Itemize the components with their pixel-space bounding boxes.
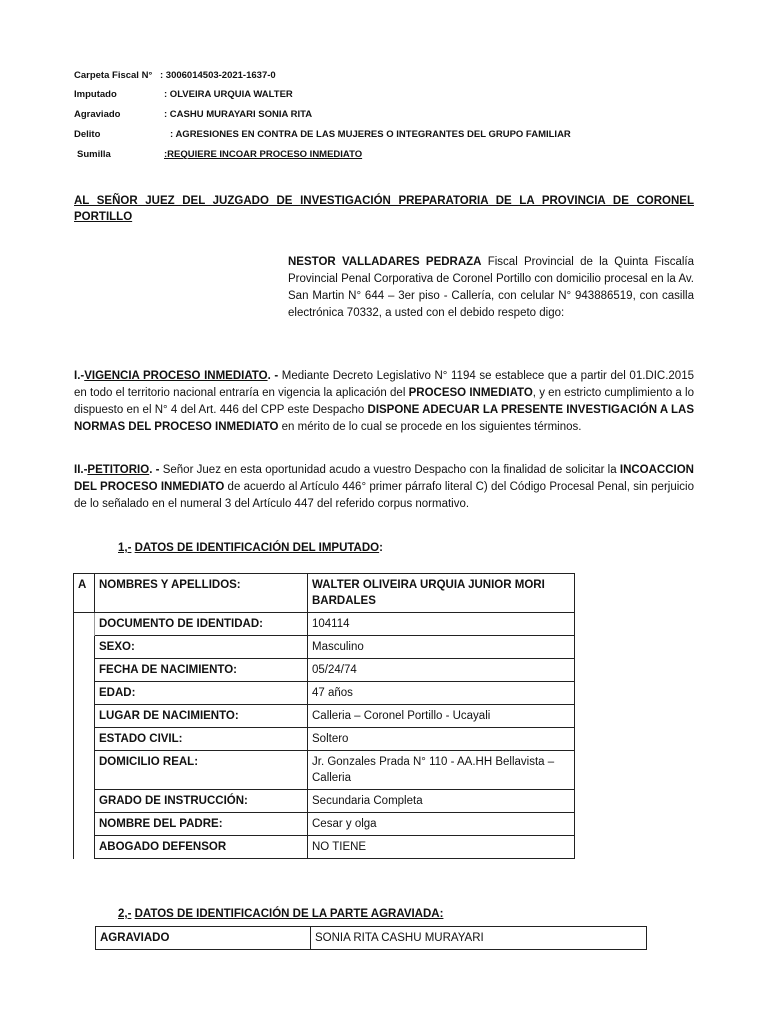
spacer-cell xyxy=(74,705,95,728)
spacer-cell xyxy=(74,836,95,859)
section1-text-3: en mérito de lo cual se procede en los siguientes términos. xyxy=(278,421,582,433)
spacer-cell xyxy=(74,659,95,682)
delito-value: : AGRESIONES EN CONTRA DE LAS MUJERES O INTEGRANTES DEL GRUPO FAMILIAR xyxy=(170,129,571,140)
field-value-cell: Soltero xyxy=(308,728,575,751)
imputado-table xyxy=(73,573,575,859)
table1-heading xyxy=(118,542,383,554)
field-label-cell: DOMICILIO REAL: xyxy=(95,751,308,790)
field-label-cell: NOMBRES Y APELLIDOS: xyxy=(95,574,308,613)
delito-label: Delito xyxy=(74,129,101,140)
field-value-cell: 47 años xyxy=(308,682,575,705)
spacer-cell xyxy=(74,790,95,813)
field-label-cell: EDAD: xyxy=(95,682,308,705)
field-value-cell: 104114 xyxy=(308,613,575,636)
intro-paragraph xyxy=(288,254,694,322)
section1-dash: . - xyxy=(267,370,279,382)
table-row xyxy=(74,636,575,659)
imputado-value: : OLVEIRA URQUIA WALTER xyxy=(164,89,293,100)
sumilla-label: Sumilla xyxy=(77,149,111,160)
field-value-cell: WALTER OLIVEIRA URQUIA JUNIOR MORI BARDALES xyxy=(308,574,575,613)
section1-text-2: , y en estricto cumplimiento a lo dispuesto en el N° 4 del Art. 446 del CPP este Despacho xyxy=(74,387,694,416)
agraviado-label-cell: AGRAVIADO xyxy=(96,927,311,950)
field-value-cell: Jr. Gonzales Prada N° 110 - AA.HH Bellavista – Calleria xyxy=(308,751,575,790)
field-value-cell: NO TIENE xyxy=(308,836,575,859)
carpeta-label: Carpeta Fiscal N° xyxy=(74,70,153,81)
agraviado-label: Agraviado xyxy=(74,109,121,120)
spacer-cell xyxy=(74,636,95,659)
section2-dash: . - xyxy=(149,464,160,476)
section1-bold-2: DISPONE ADECUAR LA PRESENTE INVESTIGACIÓN A LAS NORMAS DEL PROCESO INMEDIATO xyxy=(74,404,694,433)
section1-bold-1: PROCESO INMEDIATO xyxy=(408,387,533,399)
agraviado-value: : CASHU MURAYARI SONIA RITA xyxy=(164,109,313,120)
prosecutor-name: NESTOR VALLADARES PEDRAZA xyxy=(288,256,482,268)
intro-text: Fiscal Provincial de la Quinta Fiscalía Provincial Penal Corporativa de Coronel Portillo con domicilio procesal en la Av. San Martin N° 644 – 3er piso - Callería, con celular N° 943886519, con casilla electrónica 70332, a usted con el debido respeto digo: xyxy=(288,256,694,319)
field-value-cell: 05/24/74 xyxy=(308,659,575,682)
table-row xyxy=(74,574,575,613)
table2-title: DATOS DE IDENTIFICACIÓN DE LA PARTE AGRAVIADA: xyxy=(134,908,444,920)
table1-title: DATOS DE IDENTIFICACIÓN DEL IMPUTADO xyxy=(134,542,380,554)
section2-text-1: Señor Juez en esta oportunidad acudo a vuestro Despacho con la finalidad de solicitar la xyxy=(159,464,620,476)
section2-text-2: de acuerdo al Artículo 446° primer párrafo literal C) del Código Procesal Penal, sin perjuicio de lo señalado en el numeral 3 del Artículo 447 del referido corpus normativo. xyxy=(74,481,694,510)
addressee: AL SEÑOR JUEZ DEL JUZGADO DE INVESTIGACIÓN PREPARATORIA DE LA PROVINCIA DE CORONEL PORTILLO xyxy=(74,195,694,223)
field-label-cell: ABOGADO DEFENSOR xyxy=(95,836,308,859)
spacer-cell xyxy=(74,613,95,636)
agraviado-table xyxy=(95,926,647,950)
table1-number: 1,- xyxy=(118,542,132,554)
spacer-cell xyxy=(74,728,95,751)
table-row xyxy=(96,927,647,950)
section1-text-1: Mediante Decreto Legislativo N° 1194 se establece que a partir del 01.DIC.2015 en todo el territorio nacional entraría en vigencia la aplicación del xyxy=(74,370,694,399)
table2-heading xyxy=(118,908,443,920)
field-value-cell: Calleria – Coronel Portillo - Ucayali xyxy=(308,705,575,728)
table2-number: 2,- xyxy=(118,908,132,920)
table-row xyxy=(74,613,575,636)
table1-colon: : xyxy=(379,542,383,554)
table-row xyxy=(74,705,575,728)
spacer-cell xyxy=(74,751,95,790)
carpeta-value: : 3006014503-2021-1637-0 xyxy=(160,70,276,81)
section-vigencia xyxy=(74,368,694,436)
section2-bold-1: INCOACCION DEL PROCESO INMEDIATO xyxy=(74,464,694,493)
section2-number: II.- xyxy=(74,464,88,476)
field-value-cell: Secundaria Completa xyxy=(308,790,575,813)
agraviado-value-cell: SONIA RITA CASHU MURAYARI xyxy=(311,927,647,950)
section-petitorio xyxy=(74,462,694,513)
field-label-cell: DOCUMENTO DE IDENTIDAD: xyxy=(95,613,308,636)
imputado-label: Imputado xyxy=(74,89,117,100)
section1-title: VIGENCIA PROCESO INMEDIATO xyxy=(84,370,268,382)
section2-title: PETITORIO xyxy=(87,464,150,476)
field-label-cell: GRADO DE INSTRUCCIÓN: xyxy=(95,790,308,813)
field-label-cell: LUGAR DE NACIMIENTO: xyxy=(95,705,308,728)
spacer-cell xyxy=(74,682,95,705)
spacer-cell xyxy=(74,813,95,836)
table-row xyxy=(74,728,575,751)
field-label-cell: NOMBRE DEL PADRE: xyxy=(95,813,308,836)
field-label-cell: FECHA DE NACIMIENTO: xyxy=(95,659,308,682)
table-row xyxy=(74,790,575,813)
field-value-cell: Cesar y olga xyxy=(308,813,575,836)
table-row xyxy=(74,659,575,682)
sumilla-value: :REQUIERE INCOAR PROCESO INMEDIATO xyxy=(164,149,363,160)
section-letter-cell: A xyxy=(74,574,95,613)
table-row xyxy=(74,751,575,790)
table-row xyxy=(74,813,575,836)
field-value-cell: Masculino xyxy=(308,636,575,659)
table-row xyxy=(74,682,575,705)
table-row xyxy=(74,836,575,859)
section1-number: I.- xyxy=(74,370,85,382)
field-label-cell: SEXO: xyxy=(95,636,308,659)
field-label-cell: ESTADO CIVIL: xyxy=(95,728,308,751)
